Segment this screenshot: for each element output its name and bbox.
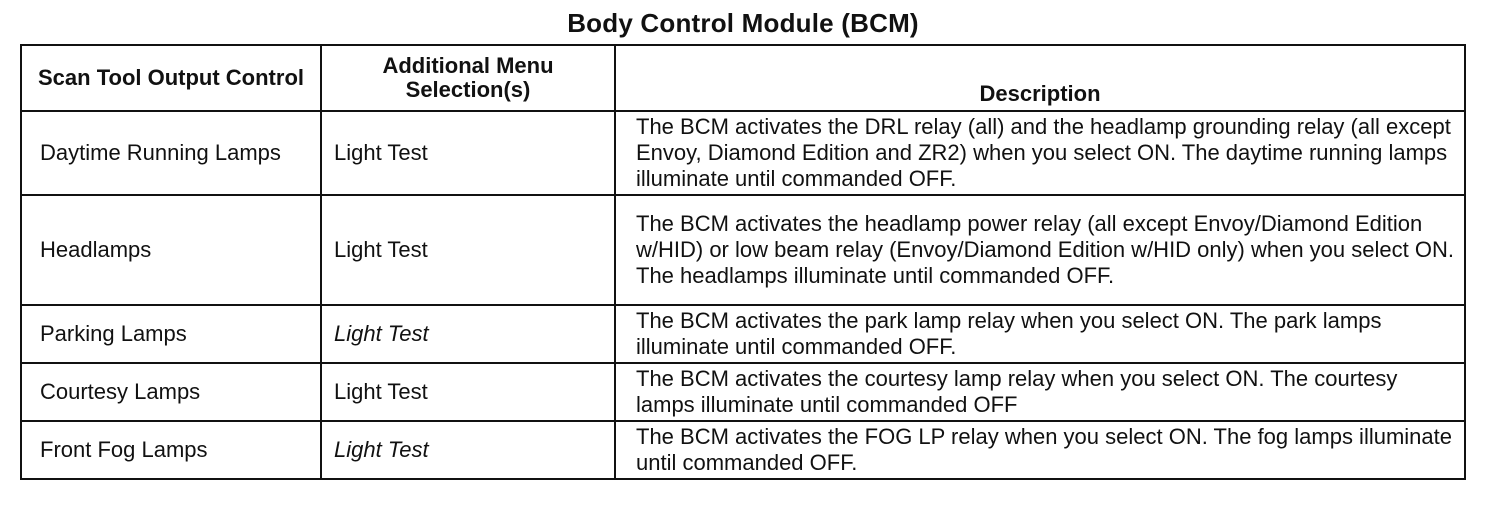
output-control-cell: Headlamps <box>21 195 321 305</box>
menu-selection-cell: Light Test <box>321 421 615 479</box>
menu-selection-cell: Light Test <box>321 363 615 421</box>
table-row <box>21 421 1465 479</box>
table-row <box>21 363 1465 421</box>
output-control-cell: Front Fog Lamps <box>21 421 321 479</box>
output-control-cell: Daytime Running Lamps <box>21 111 321 195</box>
menu-selection-cell: Light Test <box>321 305 615 363</box>
description-cell: The BCM activates the courtesy lamp relay when you select ON. The courtesy lamps illuminate until commanded OFF <box>615 363 1465 421</box>
description-cell: The BCM activates the park lamp relay when you select ON. The park lamps illuminate until commanded OFF. <box>615 305 1465 363</box>
table-header-row <box>21 45 1465 111</box>
description-cell: The BCM activates the DRL relay (all) and the headlamp grounding relay (all except Envoy, Diamond Edition and ZR2) when you select ON. The daytime running lamps illuminate until commanded OFF. <box>615 111 1465 195</box>
table-row <box>21 195 1465 305</box>
page-title: Body Control Module (BCM) <box>567 8 919 38</box>
table-row <box>21 111 1465 195</box>
table-row <box>21 305 1465 363</box>
menu-selection-cell: Light Test <box>321 111 615 195</box>
column-header-description: Description <box>615 45 1465 111</box>
column-header-output-control: Scan Tool Output Control <box>21 45 321 111</box>
description-cell: The BCM activates the headlamp power relay (all except Envoy/Diamond Edition w/HID) or low beam relay (Envoy/Diamond Edition w/HID only) when you select ON. The headlamps illuminate until commanded OFF. <box>615 195 1465 305</box>
bcm-output-control-table <box>20 44 1466 480</box>
output-control-cell: Courtesy Lamps <box>21 363 321 421</box>
output-control-cell: Parking Lamps <box>21 305 321 363</box>
description-cell: The BCM activates the FOG LP relay when you select ON. The fog lamps illuminate until commanded OFF. <box>615 421 1465 479</box>
column-header-menu-selection: Additional Menu Selection(s) <box>321 45 615 111</box>
menu-selection-cell: Light Test <box>321 195 615 305</box>
